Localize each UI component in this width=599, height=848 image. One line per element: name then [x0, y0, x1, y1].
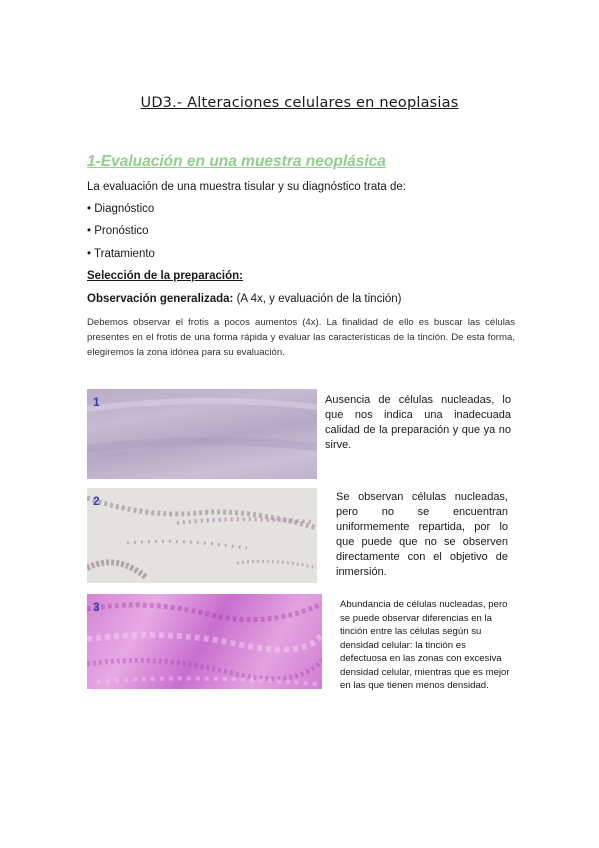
figure-number-2: 2 [93, 494, 100, 508]
observation-label: Observación generalizada: [87, 293, 234, 305]
micrograph-3 [87, 594, 322, 689]
page-title: UD3.- Alteraciones celulares en neoplasias [140, 95, 459, 111]
figure-caption-1: Ausencia de células nucleadas, lo que nos indica una inadecuada calidad de la preparación y que ya no sirve. [325, 394, 511, 451]
observation-line [87, 293, 402, 305]
figure-caption-3: Abundancia de células nucleadas, pero se puede observar diferencias en la tinción entre las células según su densidad celular: la tinción es defectuosa en las zonas con excesiva densidad celular, mientras que es mejor en las que tienen menos densidad. [340, 599, 510, 691]
micrograph-1 [87, 389, 317, 479]
figure-number-1: 1 [93, 395, 100, 409]
micrograph-2-texture [87, 488, 317, 583]
bullet-diagnostico: • Diagnóstico [87, 203, 155, 215]
figure-caption-2: Se observan células nucleadas, pero no se encuentran uniformemente repartida, por lo que puede que no se observen directamente con el objetivo de inmersión. [336, 491, 508, 578]
subheading: Selección de la preparación: [87, 270, 243, 282]
bullet-pronostico: • Pronóstico [87, 225, 149, 237]
bullet-tratamiento: • Tratamiento [87, 248, 155, 260]
section-title: 1-Evaluación en una muestra neoplásica [87, 153, 386, 170]
observation-text: (A 4x, y evaluación de la tinción) [233, 293, 402, 305]
micrograph-3-texture [87, 594, 322, 689]
micrograph-1-texture [87, 389, 317, 479]
figure-number-3: 3 [93, 600, 100, 614]
intro-text: La evaluación de una muestra tisular y su diagnóstico trata de: [87, 181, 406, 193]
micrograph-2 [87, 488, 317, 583]
description-paragraph: Debemos observar el frotis a pocos aumentos (4x). La finalidad de ello es buscar las células presentes en el frotis de una forma rápida y evaluar las características de la tinción. De esta forma, elegiremos la zona idónea para su evaluación. [87, 317, 515, 358]
